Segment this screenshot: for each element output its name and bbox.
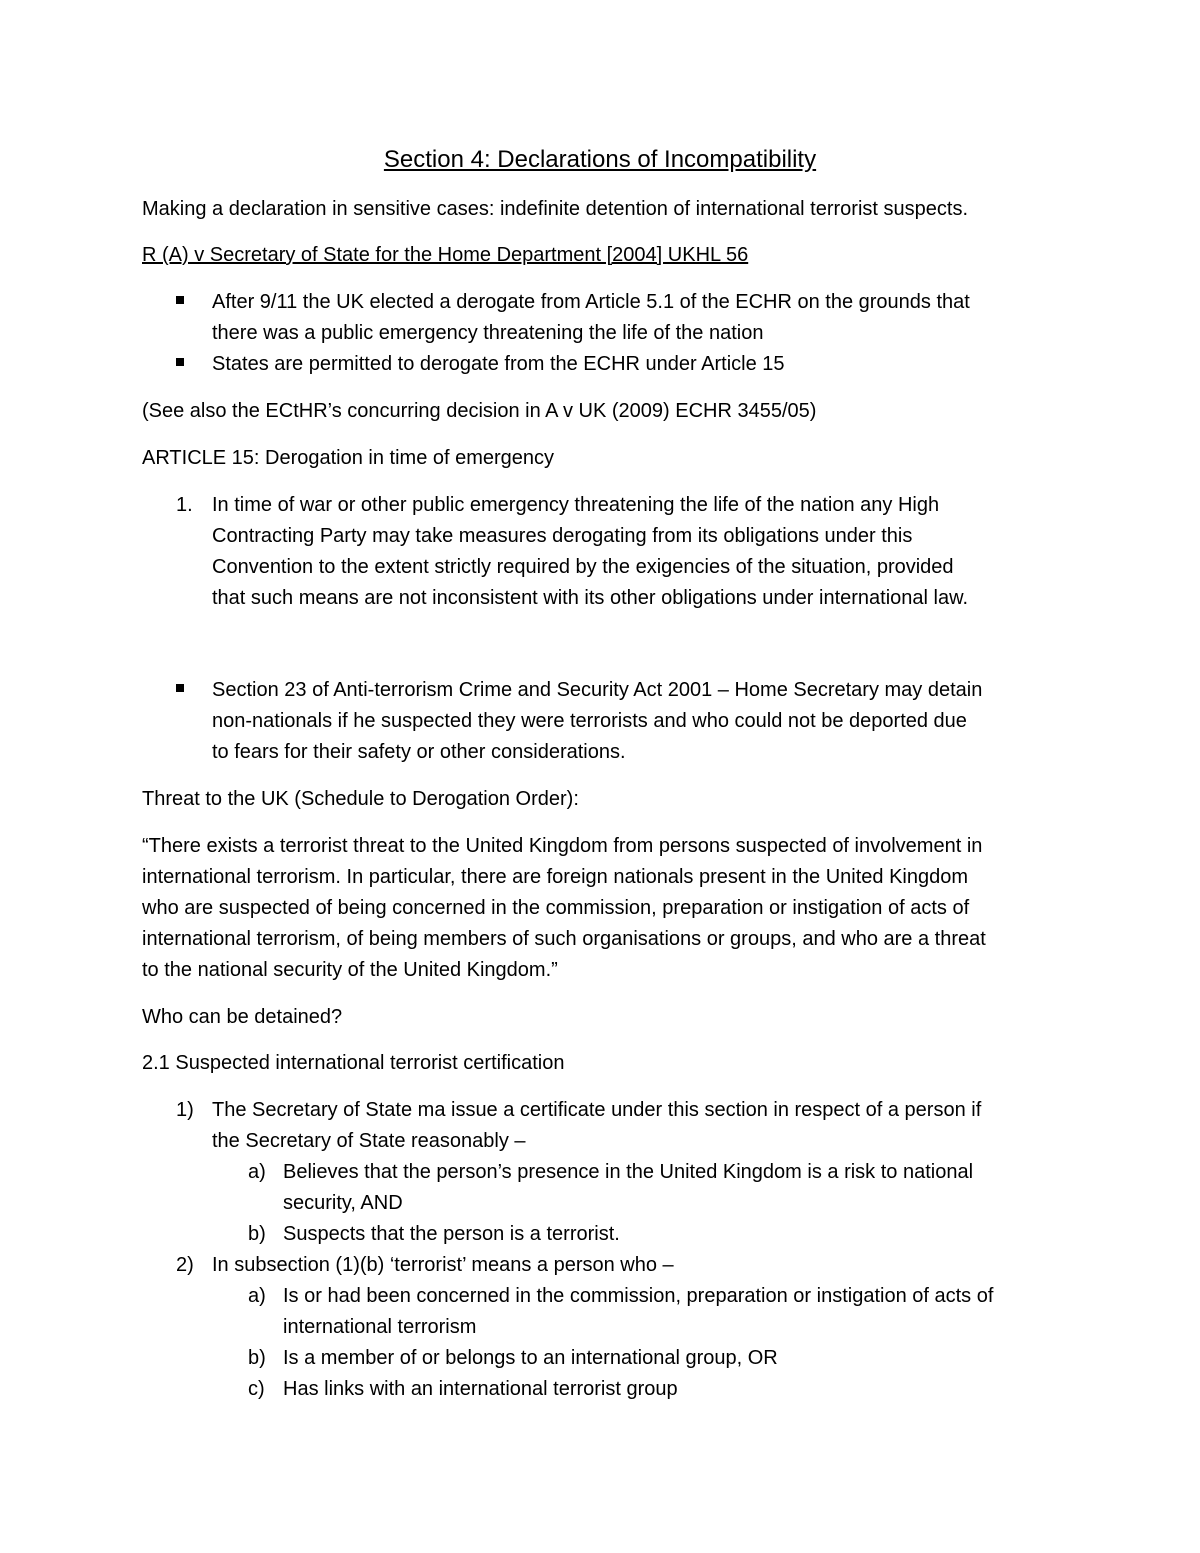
list-item-continuation: the Secretary of State reasonably – xyxy=(212,1130,526,1152)
case-citation: R (A) v Secretary of State for the Home Department [2004] UKHL 56 xyxy=(142,244,749,266)
section23-text-line: Section 23 of Anti-terrorism Crime and Security Act 2001 – Home Secretary may detain xyxy=(212,679,983,701)
quote-line: “There exists a terrorist threat to the United Kingdom from persons suspected of involvement in xyxy=(142,835,983,857)
quote-line: international terrorism, of being members of such organisations or groups, and who are a threat xyxy=(142,928,986,950)
list-item-continuation: there was a public emergency threatening the life of the nation xyxy=(212,322,764,344)
article-heading: ARTICLE 15: Derogation in time of emergency xyxy=(142,447,555,469)
list-item: In subsection (1)(b) ‘terrorist’ means a person who – xyxy=(212,1254,674,1276)
sub-list-item: Has links with an international terrorist group xyxy=(283,1378,678,1400)
quote-line: international terrorism. In particular, there are foreign nationals present in the United Kingdom xyxy=(142,866,969,888)
article-text-line: Convention to the extent strictly required by the exigencies of the situation, provided xyxy=(212,556,954,578)
list-number: 1. xyxy=(176,494,193,516)
see-also-paragraph: (See also the ECtHR’s concurring decision in A v UK (2009) ECHR 3455/05) xyxy=(142,400,817,422)
sub-list-item: Suspects that the person is a terrorist. xyxy=(283,1223,620,1245)
sub-list-letter: c) xyxy=(248,1378,265,1400)
sub-list-item: Is a member of or belongs to an international group, OR xyxy=(283,1347,778,1369)
bullet-icon xyxy=(176,684,184,692)
article-text-line: Contracting Party may take measures derogating from its obligations under this xyxy=(212,525,913,547)
section23-text-line: non-nationals if he suspected they were terrorists and who could not be deported due xyxy=(212,710,967,732)
section23-text-line: to fears for their safety or other considerations. xyxy=(212,741,626,763)
list-number: 1) xyxy=(176,1099,194,1121)
cert-heading: 2.1 Suspected international terrorist certification xyxy=(142,1052,565,1074)
article-text-line: In time of war or other public emergency threatening the life of the nation any High xyxy=(212,494,940,516)
sub-list-letter: b) xyxy=(248,1223,266,1245)
who-heading: Who can be detained? xyxy=(142,1006,343,1028)
quote-line: who are suspected of being concerned in the commission, preparation or instigation of acts of xyxy=(142,897,970,919)
sub-list-letter: a) xyxy=(248,1161,266,1183)
sub-list-letter: b) xyxy=(248,1347,266,1369)
sub-list-item: Is or had been concerned in the commission, preparation or instigation of acts of xyxy=(283,1285,994,1307)
quote-line: to the national security of the United Kingdom.” xyxy=(142,959,558,981)
sub-list-item: Believes that the person’s presence in the United Kingdom is a risk to national xyxy=(283,1161,974,1183)
sub-list-letter: a) xyxy=(248,1285,266,1307)
list-item: States are permitted to derogate from the ECHR under Article 15 xyxy=(212,353,785,375)
bullet-icon xyxy=(176,358,184,366)
list-item: After 9/11 the UK elected a derogate from Article 5.1 of the ECHR on the grounds that xyxy=(212,291,970,313)
list-number: 2) xyxy=(176,1254,194,1276)
threat-heading: Threat to the UK (Schedule to Derogation Order): xyxy=(142,788,579,810)
sub-list-item-continuation: international terrorism xyxy=(283,1316,477,1338)
sub-list-item-continuation: security, AND xyxy=(283,1192,403,1214)
article-text-line: that such means are not inconsistent with its other obligations under international law. xyxy=(212,587,968,609)
list-item: The Secretary of State ma issue a certificate under this section in respect of a person if xyxy=(212,1099,982,1121)
bullet-icon xyxy=(176,296,184,304)
intro-paragraph: Making a declaration in sensitive cases: indefinite detention of international terrorist suspects. xyxy=(142,198,969,220)
page-title: Section 4: Declarations of Incompatibility xyxy=(383,146,817,173)
